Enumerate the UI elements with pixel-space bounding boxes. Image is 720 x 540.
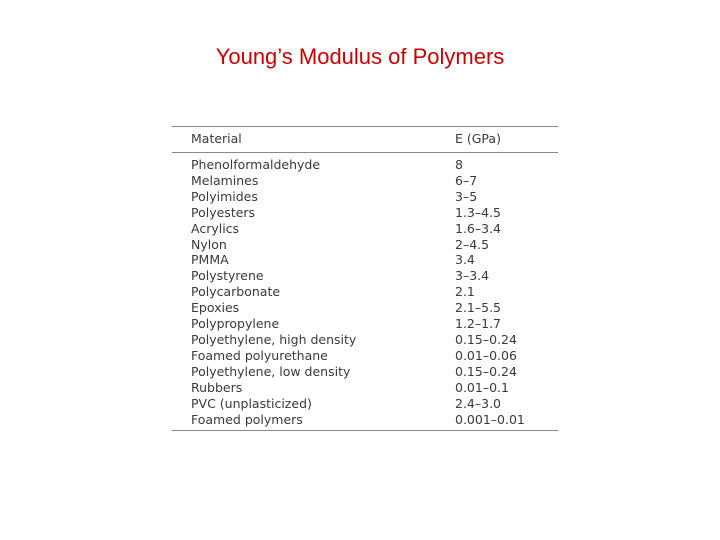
modulus-cell: 2.1–5.5 bbox=[455, 300, 502, 316]
material-cell: Epoxies bbox=[191, 300, 240, 316]
table-row bbox=[172, 153, 558, 173]
material-cell: Polycarbonate bbox=[191, 284, 281, 300]
modulus-cell: 8 bbox=[455, 157, 463, 172]
modulus-cell: 2.4–3.0 bbox=[455, 395, 502, 411]
table-row bbox=[172, 189, 558, 205]
header-material: Material bbox=[172, 127, 455, 153]
material-cell: Melamines bbox=[191, 172, 259, 188]
table-row bbox=[172, 412, 558, 431]
modulus-cell: 1.2–1.7 bbox=[455, 316, 502, 332]
material-cell: Foamed polymers bbox=[191, 411, 303, 427]
table-row bbox=[172, 284, 558, 300]
material-cell: Polystyrene bbox=[191, 268, 264, 284]
material-cell: Polyethylene, low density bbox=[191, 363, 351, 379]
modulus-cell: 0.01–0.1 bbox=[455, 379, 509, 395]
modulus-cell: 0.01–0.06 bbox=[455, 347, 517, 363]
table-row bbox=[172, 237, 558, 253]
table-row bbox=[172, 364, 558, 380]
header-row bbox=[172, 127, 558, 153]
table-row bbox=[172, 332, 558, 348]
table-row bbox=[172, 221, 558, 237]
modulus-cell: 6–7 bbox=[455, 172, 478, 188]
modulus-table bbox=[172, 126, 558, 431]
material-cell: Rubbers bbox=[191, 379, 243, 395]
modulus-table-container bbox=[172, 126, 558, 431]
modulus-cell: 0.15–0.24 bbox=[455, 331, 517, 347]
table-row bbox=[172, 380, 558, 396]
modulus-cell: 3–5 bbox=[455, 188, 478, 204]
material-cell: PMMA bbox=[191, 252, 229, 268]
material-cell: Acrylics bbox=[191, 220, 240, 236]
header-modulus: E (GPa) bbox=[455, 127, 558, 153]
modulus-cell: 1.6–3.4 bbox=[455, 220, 502, 236]
modulus-cell: 3.4 bbox=[455, 252, 475, 268]
modulus-cell: 3–3.4 bbox=[455, 268, 490, 284]
modulus-cell: 1.3–4.5 bbox=[455, 204, 502, 220]
page-title: Young’s Modulus of Polymers bbox=[215, 44, 505, 69]
material-cell: Polypropylene bbox=[191, 316, 280, 332]
material-cell: Polyethylene, high density bbox=[191, 331, 357, 347]
table-row bbox=[172, 348, 558, 364]
table-body bbox=[172, 153, 558, 431]
table-row bbox=[172, 300, 558, 316]
material-cell: Polyimides bbox=[191, 188, 258, 204]
modulus-cell: 2–4.5 bbox=[455, 236, 490, 252]
material-cell: Phenolformaldehyde bbox=[191, 157, 321, 172]
table-row bbox=[172, 268, 558, 284]
table-header bbox=[172, 127, 558, 153]
material-cell: Foamed polyurethane bbox=[191, 347, 328, 363]
modulus-cell: 2.1 bbox=[455, 284, 475, 300]
table-row bbox=[172, 173, 558, 189]
table-row bbox=[172, 252, 558, 268]
material-cell: Polyesters bbox=[191, 204, 256, 220]
table-row bbox=[172, 205, 558, 221]
material-cell: PVC (unplasticized) bbox=[191, 395, 312, 411]
material-cell: Nylon bbox=[191, 236, 227, 252]
modulus-cell: 0.001–0.01 bbox=[455, 411, 525, 427]
modulus-cell: 0.15–0.24 bbox=[455, 363, 517, 379]
table-row bbox=[172, 316, 558, 332]
table-row bbox=[172, 396, 558, 412]
